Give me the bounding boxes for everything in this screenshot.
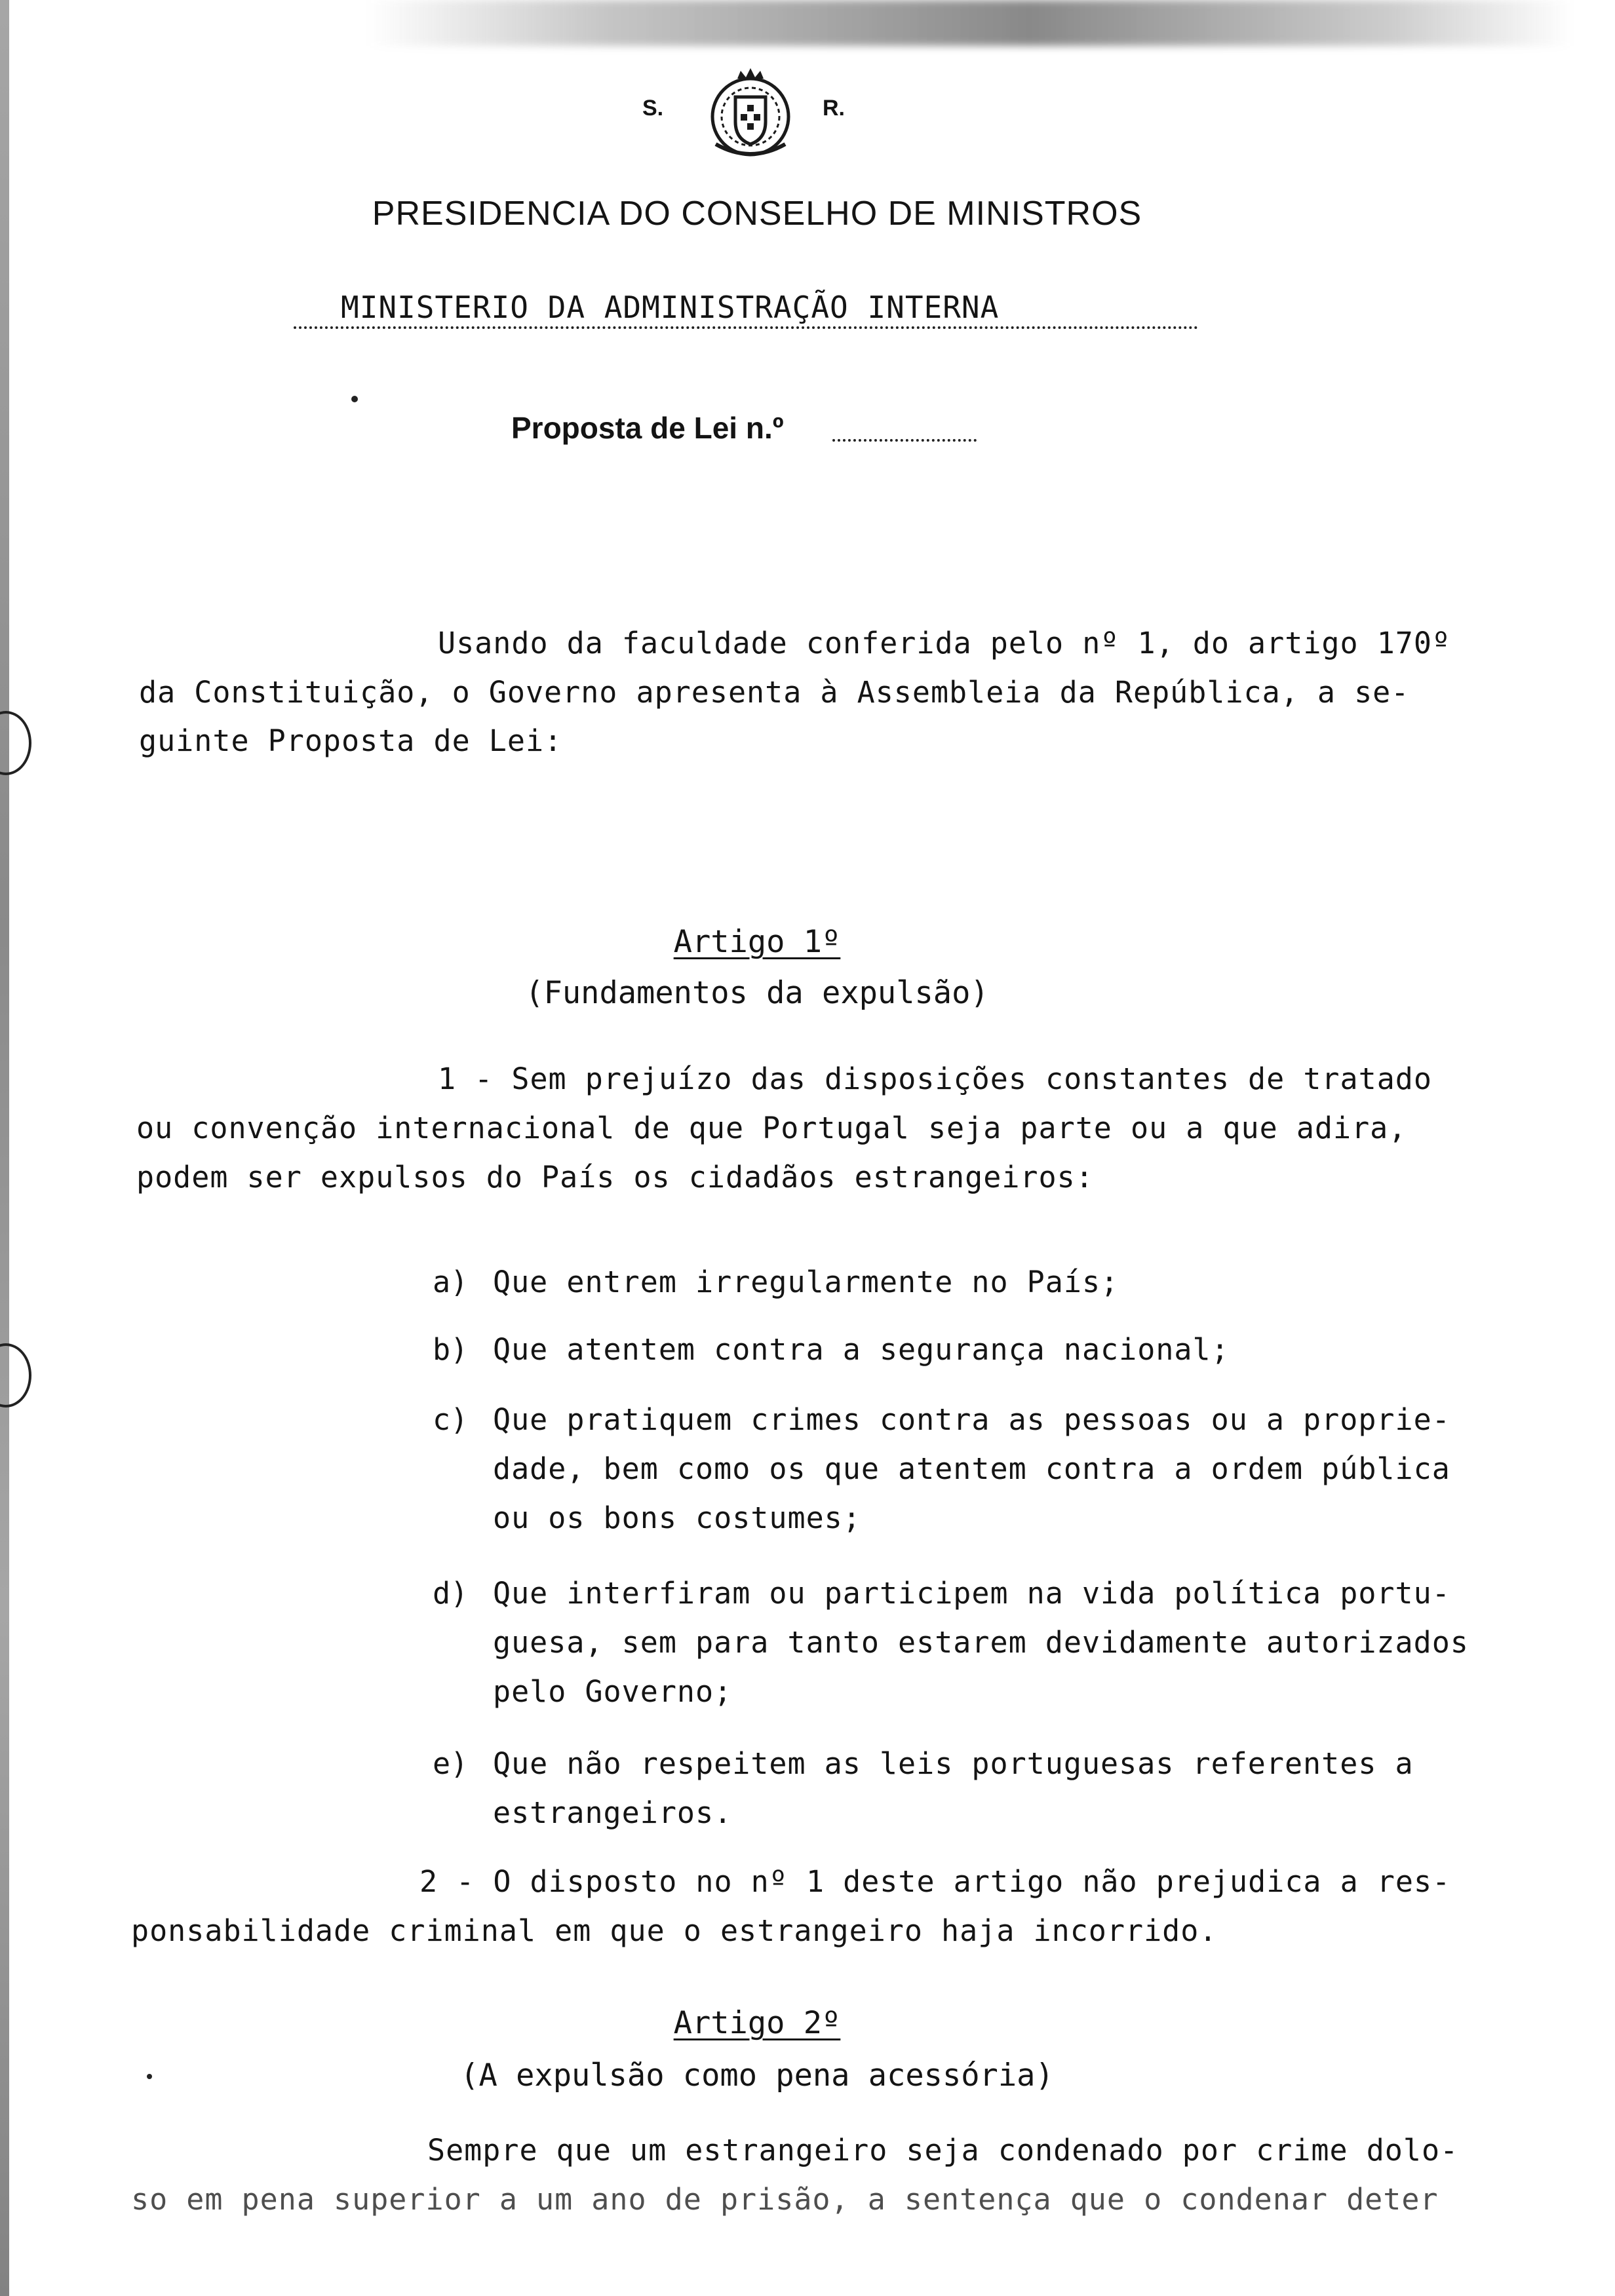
letterhead — [632, 66, 882, 164]
item-letter: a) — [433, 1265, 469, 1299]
item-line: Que atentem contra a segurança nacional; — [493, 1332, 1230, 1367]
intro-line: Usando da faculdade conferida pelo nº 1, do artigo 170º — [438, 626, 1451, 660]
article-2-subtitle: (A expulsão como pena acessória) — [460, 2057, 1054, 2094]
article-2-title: Artigo 2º — [673, 2005, 841, 2041]
intro-line: guinte Proposta de Lei: — [139, 723, 563, 758]
article-2-line: Sempre que um estrangeiro seja condenado por crime dolo- — [427, 2133, 1459, 2168]
coat-of-arms-icon — [701, 66, 800, 164]
article-1-para-1-line: 1 - Sem prejuízo das disposições constantes de tratado — [438, 1062, 1432, 1096]
item-line: Que entrem irregularmente no País; — [493, 1265, 1119, 1299]
ministry-heading: MINISTERIO DA ADMINISTRAÇÃO INTERNA — [341, 290, 1000, 325]
article-1-subtitle: (Fundamentos da expulsão) — [525, 975, 989, 1011]
item-letter: b) — [433, 1332, 469, 1367]
item-letter: e) — [433, 1746, 469, 1781]
proposal-number-blank — [832, 439, 977, 442]
item-line: guesa, sem para tanto estarem devidamente autorizados — [493, 1625, 1469, 1660]
item-line: Que interfiram ou participem na vida política portu- — [493, 1576, 1450, 1611]
article-1-title: Artigo 1º — [673, 924, 841, 960]
article-2-line: so em pena superior a um ano de prisão, a sentença que o condenar deter — [131, 2182, 1439, 2217]
council-heading: PRESIDENCIA DO CONSELHO DE MINISTROS — [372, 195, 1142, 233]
item-line: pelo Governo; — [493, 1674, 733, 1709]
scan-left-edge — [0, 0, 9, 2296]
scan-top-shadow — [367, 0, 1573, 46]
item-line: Que não respeitem as leis portuguesas referentes a — [493, 1746, 1414, 1781]
item-letter: c) — [433, 1402, 469, 1437]
sr-left-letter: S. — [642, 96, 664, 121]
item-line: ou os bons costumes; — [493, 1501, 861, 1535]
item-line: dade, bem como os que atentem contra a ordem pública — [493, 1451, 1450, 1486]
intro-line: da Constituição, o Governo apresenta à Assembleia da República, a se- — [139, 675, 1410, 710]
sr-right-letter: R. — [823, 96, 845, 121]
punch-hole-icon — [0, 1343, 31, 1407]
item-line: estrangeiros. — [493, 1795, 733, 1830]
stray-mark — [351, 396, 358, 402]
article-1-para-1-line: podem ser expulsos do País os cidadãos estrangeiros: — [136, 1160, 1094, 1195]
proposal-title: Proposta de Lei n.º — [511, 411, 784, 445]
ministry-line — [294, 290, 1198, 335]
article-1-para-1-line: ou convenção internacional de que Portugal seja parte ou a que adira, — [136, 1111, 1407, 1145]
dotted-rule — [294, 326, 1198, 329]
item-line: Que pratiquem crimes contra as pessoas ou a proprie- — [493, 1402, 1450, 1437]
item-letter: d) — [433, 1576, 469, 1611]
article-1-para-2-line: 2 - O disposto no nº 1 deste artigo não prejudica a res- — [419, 1864, 1451, 1899]
punch-hole-icon — [0, 711, 31, 775]
article-1-para-2-line: ponsabilidade criminal em que o estrangeiro haja incorrido. — [131, 1913, 1218, 1948]
